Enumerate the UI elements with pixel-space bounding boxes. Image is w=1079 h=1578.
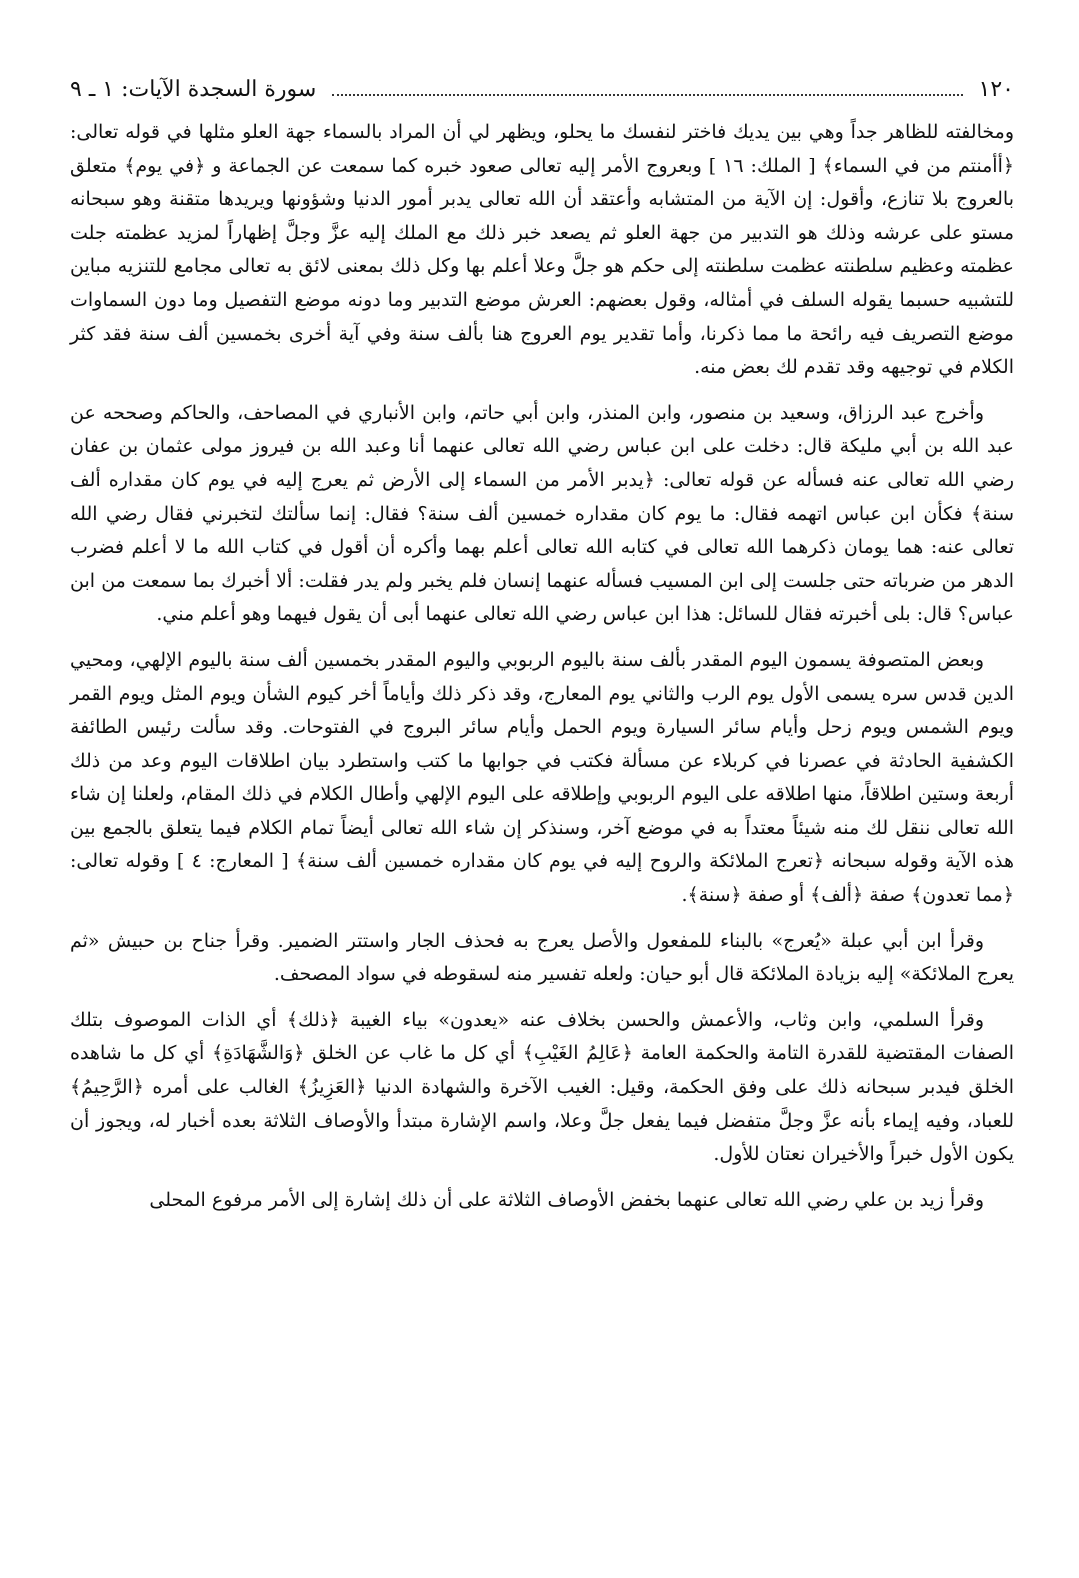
page-header <box>70 72 1014 116</box>
paragraph: وبعض المتصوفة يسمون اليوم المقدر بألف سنة باليوم الربوبي واليوم المقدر بخمسين ألف سنة باليوم الإلهي، ومحيي الدين قدس سره يسمى الأول يوم الرب والثاني يوم المعارج، وقد ذكر ذلك وأياماً أخر كيوم الشأن ويوم المثل ويوم القمر ويوم الشمس ويوم زحل وأيام سائر السيارة ويوم الحمل وأيام سائر البروج في الفتوحات. وقد سألت رئيس الطائفة الكشفية الحادثة في عصرنا في كربلاء عن مسألة فكتب في جوابها ما كتب واستطرد بيان اطلاقات اليوم وعد من ذلك أربعة وستين اطلاقاً، منها اطلاقه على اليوم الربوبي وإطلاقه على اليوم الإلهي وأطال الكلام في ذلك المقام، ولعلنا إن شاء الله تعالى ننقل لك منه شيئاً معتداً به في موضع آخر، وسنذكر إن شاء الله تعالى أيضاً تمام الكلام فيما يتعلق بالجمع بين هذه الآية وقوله سبحانه ﴿تعرج الملائكة والروح إليه في يوم كان مقداره خمسين ألف سنة﴾ [ المعارج: ٤ ] وقوله تعالى: ﴿مما تعدون﴾ صفة ﴿ألف﴾ أو صفة ﴿سنة﴾. <box>70 648 1014 907</box>
dotted-leader <box>332 76 962 96</box>
running-title: سورة السجدة الآيات: ١ ـ ٩ <box>70 77 317 102</box>
paragraph: وأخرج عبد الرزاق، وسعيد بن منصور، وابن المنذر، وابن أبي حاتم، وابن الأنباري في المصاحف، والحاكم وصححه عن عبد الله بن أبي مليكة قال: دخلت على ابن عباس رضي الله تعالى عنهما أنا وعبد الله بن فيروز مولى عثمان بن عفان رضي الله تعالى عنه فسأله عن قوله تعالى: ﴿يدبر الأمر من السماء إلى الأرض ثم يعرج إليه في يوم كان مقداره ألف سنة﴾ فكأن ابن عباس اتهمه فقال: ما يوم كان مقداره خمسين ألف سنة؟ فقال: إنما سألتك لتخبرني فقال رضي الله تعالى عنه: هما يومان ذكرهما الله تعالى في كتابه الله تعالى أعلم بهما وأكره أن أقول في كتاب الله ما لا أعلم فضرب الدهر من ضرباته حتى جلست إلى ابن المسيب فسأله عنهما إنسان فلم يخبر ولم يدر فقلت: ألا أخبرك بما سمعت من ابن عباس؟ قال: بلى أخبرته فقال للسائل: هذا ابن عباس رضي الله تعالى عنهما أبى أن يقول فيهما وهو أعلم مني. <box>70 401 1014 626</box>
paragraph: ومخالفته للظاهر جداً وهي بين يديك فاختر لنفسك ما يحلو، ويظهر لي أن المراد بالسماء جهة العلو مثلها في قوله تعالى: ﴿أأمنتم من في السماء﴾ [ الملك: ١٦ ] وبعروج الأمر إليه تعالى صعود خبره كما سمعت عن الجماعة و ﴿في يوم﴾ متعلق بالعروج بلا تنازع، وأقول: إن الآية من المتشابه وأعتقد أن الله تعالى يدبر أمور الدنيا وشؤونها ويريدها متقنة وهو سبحانه مستو على عرشه وذلك هو التدبير من جهة العلو ثم يصعد خبر ذلك مع الملك إليه عزَّ وجلَّ إظهاراً لمزيد عظمته جلت عظمته وعظيم سلطنته عظمت سلطنته إلى حكم هو جلَّ وعلا أعلم بها وكل ذلك بمعنى لائق به تعالى مجامع للتنزيه مباين للتشبيه حسبما يقوله السلف في أمثاله، وقول بعضهم: العرش موضع التدبير وما دونه موضع التفصيل وما دون السماوات موضع التصريف فيه رائحة ما مما ذكرنا، وأما تقدير يوم العروج هنا بألف سنة وفي آية أخرى بخمسين ألف سنة فقد كثر الكلام في توجيهه وقد تقدم لك بعض منه. <box>70 121 1014 379</box>
body-text <box>70 116 1014 1217</box>
paragraph: وقرأ زيد بن علي رضي الله تعالى عنهما بخفض الأوصاف الثلاثة على أن ذلك إشارة إلى الأمر مرفوع المحلى <box>149 1188 984 1211</box>
paragraph: وقرأ السلمي، وابن وثاب، والأعمش والحسن بخلاف عنه «يعدون» بياء الغيبة ﴿ذلك﴾ أي الذات الموصوف بتلك الصفات المقتضية للقدرة التامة والحكمة العامة ﴿عَالِمُ الغَيْبِ﴾ أي كل ما غاب عن الخلق ﴿وَالشَّهَادَةِ﴾ أي كل ما شاهده الخلق فيدبر سبحانه ذلك على وفق الحكمة، وقيل: الغيب الآخرة والشهادة الدنيا ﴿العَزِيزُ﴾ الغالب على أمره ﴿الرَّحِيمُ﴾ للعباد، وفيه إيماء بأنه عزَّ وجلَّ متفضل فيما يفعل جلَّ وعلا، واسم الإشارة مبتدأ والأوصاف الثلاثة بعده أخبار له، ويجوز أن يكون الأول خبراً والأخيران نعتان للأول. <box>70 1008 1014 1166</box>
page-number: ١٢٠ <box>978 77 1014 102</box>
book-page <box>70 72 1014 1229</box>
paragraph: وقرأ ابن أبي عبلة «يُعرج» بالبناء للمفعول والأصل يعرج به فحذف الجار واستتر الضمير. وقرأ جناح بن حبيش «ثم يعرج الملائكة» إليه بزيادة الملائكة قال أبو حيان: ولعله تفسير منه لسقوطه في سواد المصحف. <box>70 929 1014 986</box>
